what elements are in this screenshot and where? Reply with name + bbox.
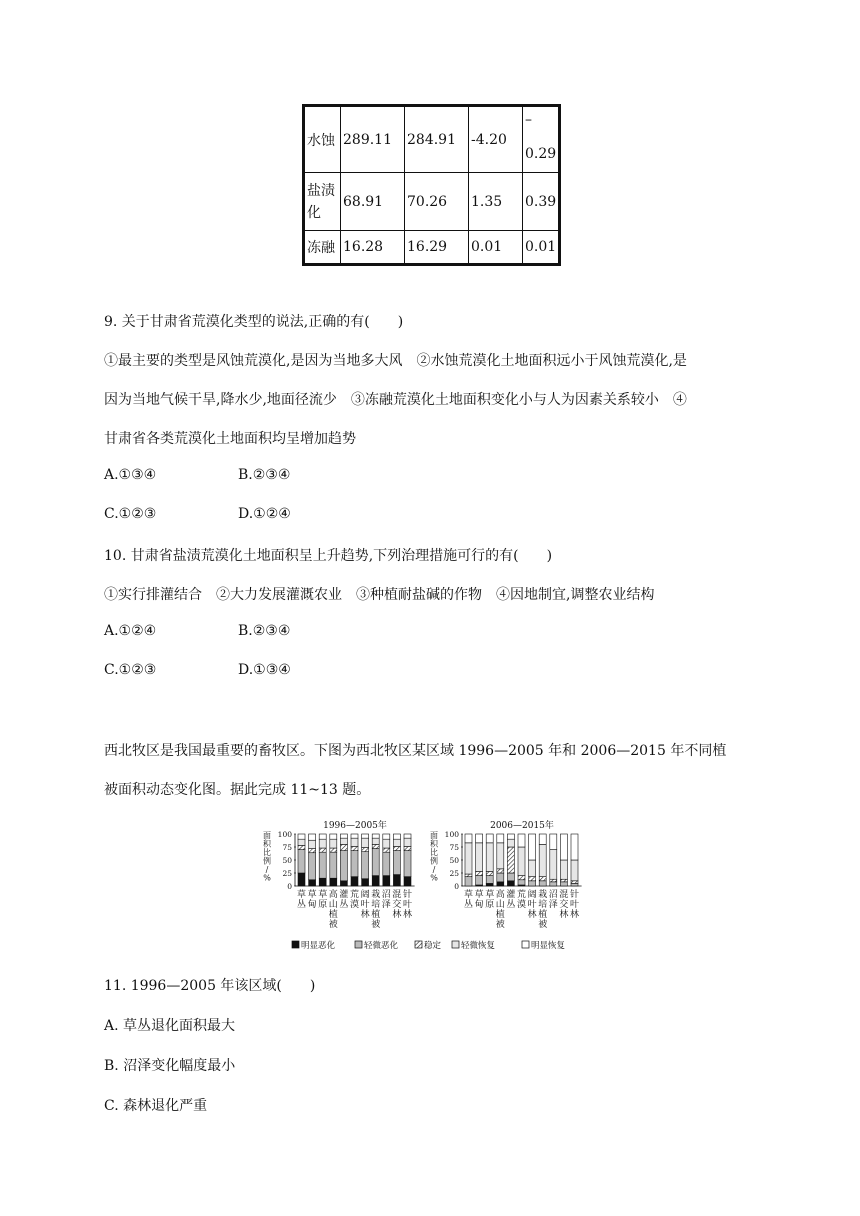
x-tick-label-char: 泽 [381, 900, 391, 910]
bar-segment [309, 880, 316, 886]
x-tick-label-char: 山 [328, 900, 338, 910]
y-axis-label-char: 积 [430, 839, 438, 849]
y-axis-label-char: / [432, 865, 436, 874]
bar-segment [393, 839, 400, 846]
bar-segment [372, 838, 379, 844]
table-cell-type: 冻融 [304, 231, 341, 265]
bar-segment [476, 871, 483, 875]
x-tick-label-char: 被 [371, 920, 381, 930]
bar-segment [529, 877, 536, 881]
bar-segment [404, 834, 411, 838]
bar-segment [319, 839, 326, 848]
question-9-body-line: 甘肃省各类荒漠化土地面积均呈增加趋势 [104, 431, 356, 447]
table-cell: 289.11 [341, 106, 405, 173]
bar-segment [497, 834, 504, 843]
bar-segment [497, 843, 504, 869]
x-tick-label-char: 草 [474, 890, 484, 900]
bar-segment [486, 871, 493, 875]
bar-segment [571, 881, 578, 884]
table-cell: 284.91 [405, 106, 469, 173]
vegetation-change-figure [262, 814, 598, 954]
intro-line: 西北牧区是我国最重要的畜牧区。下图为西北牧区某区域 1996—2005 年和 2006—2015 年不同植 [104, 743, 727, 759]
table-cell-line: – [525, 112, 532, 128]
question-9-body-line: ①最主要的类型是风蚀荒漠化,是因为当地多大风 ②水蚀荒漠化土地面积远小于风蚀荒漠化,是 [104, 353, 687, 369]
x-tick-label-char: 混 [392, 890, 402, 900]
bar-segment [486, 834, 493, 843]
bar-segment [319, 834, 326, 839]
legend-swatch [355, 941, 362, 948]
x-tick-label-char: 草 [318, 890, 328, 900]
bar-segment [518, 847, 525, 876]
x-tick-label-char: 栽 [538, 890, 548, 900]
bar-segment [330, 852, 337, 878]
question-10-option-b: B.②③④ [238, 623, 291, 639]
legend-swatch [522, 941, 529, 948]
bar-segment [319, 848, 326, 852]
bar-segment [550, 834, 557, 850]
bar-segment [518, 880, 525, 885]
bar-segment [560, 834, 567, 860]
table-cell: 16.28 [341, 231, 405, 265]
bar-segment [560, 882, 567, 886]
table-cell: 16.29 [405, 231, 469, 265]
table-cell: 1.35 [469, 173, 523, 231]
x-tick-label-char: 栽 [371, 890, 381, 900]
x-tick-label-char: 被 [538, 920, 548, 930]
x-tick-label-char: 灌 [339, 890, 349, 900]
x-tick-label-char: 丛 [296, 900, 307, 910]
y-axis-label-char: % [430, 873, 438, 883]
bar-segment [571, 883, 578, 886]
bar-segment [497, 873, 504, 882]
x-tick-label-char: 培 [371, 900, 381, 910]
bar-segment [404, 846, 411, 850]
bar-segment [404, 838, 411, 846]
bar-segment [486, 876, 493, 884]
y-axis-label-char: 面 [263, 831, 271, 840]
legend-swatch [292, 941, 299, 948]
question-11-option-b: B. 沼泽变化幅度最小 [104, 1058, 236, 1074]
table-cell: 0.01 [469, 231, 523, 265]
question-9-option-a: A.①③④ [104, 467, 157, 483]
x-tick-label-char: 灌 [506, 890, 516, 900]
bar-segment [465, 877, 472, 886]
x-tick-label-char: 漠 [349, 900, 360, 910]
y-axis-label-char: 例 [263, 856, 271, 866]
bar-segment [383, 876, 390, 886]
x-tick-label-char: 林 [527, 910, 537, 920]
x-tick-label-char: 叶 [527, 900, 537, 910]
legend-swatch [415, 941, 422, 948]
x-tick-label-char: 林 [559, 910, 569, 920]
vegetation-change-chart [262, 814, 598, 954]
bar-segment [465, 843, 472, 874]
table-cell-line: 0.29 [525, 146, 557, 162]
x-tick-label-char: 荒 [516, 890, 527, 900]
bar-segment [539, 844, 546, 876]
x-tick-label-char: 高 [328, 890, 338, 900]
bar-segment [298, 850, 305, 873]
x-tick-label-char: 培 [538, 900, 548, 910]
y-tick-label: 75 [282, 843, 292, 852]
bar-segment [319, 852, 326, 878]
y-axis-label-char: % [263, 873, 271, 883]
question-10-stem: 10. 甘肃省盐渍荒漠化土地面积呈上升趋势,下列治理措施可行的有( ) [104, 548, 553, 564]
bar-segment [372, 849, 379, 876]
bar-segment [340, 834, 347, 838]
y-tick-label: 0 [454, 882, 459, 891]
bar-segment [529, 860, 536, 877]
x-tick-label-char: 草 [307, 890, 317, 900]
y-tick-label: 0 [287, 882, 292, 891]
bar-segment [550, 879, 557, 882]
y-axis-label-char: / [265, 865, 269, 874]
y-tick-label: 25 [449, 869, 459, 878]
x-tick-label-char: 泽 [548, 900, 558, 910]
bar-segment [539, 881, 546, 886]
bar-segment [465, 874, 472, 877]
x-tick-label-char: 原 [318, 900, 328, 910]
bar-segment [560, 879, 567, 882]
question-10-option-a: A.①②④ [104, 623, 157, 639]
x-tick-label-char: 林 [402, 910, 413, 920]
bar-segment [476, 834, 483, 843]
bar-segment [298, 873, 305, 886]
bar-segment [497, 869, 504, 873]
question-11-stem: 11. 1996—2005 年该区域( ) [104, 978, 316, 994]
bar-segment [560, 860, 567, 879]
x-tick-label-char: 草 [296, 890, 307, 900]
bar-segment [507, 834, 514, 839]
x-tick-label-char: 丛 [463, 900, 474, 910]
bar-segment [309, 840, 316, 848]
x-tick-label-char: 原 [485, 900, 495, 910]
y-tick-label: 100 [277, 830, 292, 839]
x-tick-label-char: 针 [569, 890, 580, 900]
bar-segment [383, 839, 390, 848]
bar-segment [362, 848, 369, 852]
legend-label: 明显恢复 [531, 941, 566, 951]
bar-segment [393, 851, 400, 875]
bar-segment [351, 834, 358, 838]
bar-segment [383, 848, 390, 852]
bar-segment [298, 834, 305, 839]
x-tick-label-char: 叶 [360, 900, 370, 910]
x-tick-label-char: 林 [569, 910, 580, 920]
table-cell [523, 106, 560, 173]
question-9-stem: 9. 关于甘肃省荒漠化类型的说法,正确的有( ) [104, 314, 404, 330]
table-cell-type: 水蚀 [304, 106, 341, 173]
y-axis-label-char: 例 [430, 856, 438, 866]
x-tick-label-char: 林 [392, 910, 402, 920]
y-axis-label-char: 积 [263, 839, 271, 849]
bar-segment [404, 877, 411, 886]
table-cell: 0.01 [523, 231, 560, 265]
bar-segment [507, 847, 514, 873]
bar-segment [330, 878, 337, 886]
question-10-option-d: D.①③④ [238, 662, 291, 678]
bar-segment [465, 834, 472, 843]
bar-segment [340, 844, 347, 850]
bar-segment [518, 834, 525, 847]
bar-segment [340, 838, 347, 844]
x-tick-label-char: 丛 [506, 900, 516, 910]
bar-segment [309, 834, 316, 840]
x-tick-label-char: 甸 [307, 900, 317, 910]
x-tick-label-char: 植 [328, 910, 338, 920]
y-axis-label-char: 比 [263, 848, 271, 857]
bar-segment [539, 877, 546, 881]
bar-segment [330, 839, 337, 848]
bar-segment [393, 846, 400, 850]
bar-segment [351, 846, 358, 850]
bar-segment [330, 848, 337, 852]
bar-segment [539, 834, 546, 844]
x-tick-label-char: 交 [392, 900, 402, 910]
y-axis-label-char: 比 [430, 848, 438, 857]
question-11-option-a: A. 草丛退化面积最大 [104, 1018, 236, 1034]
bar-segment [550, 882, 557, 886]
bar-segment [309, 853, 316, 880]
bar-segment [362, 852, 369, 879]
legend-label: 明显恶化 [301, 941, 336, 951]
question-9-option-c: C.①②③ [104, 506, 157, 522]
y-tick-label: 50 [282, 856, 292, 865]
bar-segment [383, 834, 390, 839]
bar-segment [529, 881, 536, 886]
bar-segment [298, 839, 305, 845]
table-cell: 0.39 [523, 173, 560, 231]
table-cell: 68.91 [341, 173, 405, 231]
bar-segment [340, 881, 347, 886]
x-tick-label-char: 植 [495, 910, 505, 920]
bar-segment [351, 838, 358, 846]
bar-segment [383, 852, 390, 875]
x-tick-label-char: 针 [402, 890, 413, 900]
y-tick-label: 75 [449, 843, 459, 852]
bar-segment [298, 845, 305, 849]
x-tick-label-char: 甸 [474, 900, 484, 910]
bar-segment [393, 834, 400, 839]
table-cell: 70.26 [405, 173, 469, 231]
bar-segment [550, 850, 557, 880]
question-9-body-line: 因为当地气候干旱,降水少,地面径流少 ③冻融荒漠化土地面积变化小与人为因素关系较小 ④ [104, 392, 687, 408]
legend-label: 轻微恶化 [364, 941, 399, 951]
question-10-option-c: C.①②③ [104, 662, 157, 678]
bar-segment [497, 882, 504, 886]
x-tick-label-char: 沼 [548, 890, 558, 900]
question-9-option-d: D.①②④ [238, 506, 291, 522]
bar-segment [309, 849, 316, 853]
bar-segment [362, 838, 369, 847]
x-tick-label-char: 阔 [527, 890, 537, 900]
table-cell: -4.20 [469, 106, 523, 173]
x-tick-label-char: 林 [360, 910, 370, 920]
x-tick-label-char: 叶 [402, 900, 413, 910]
x-tick-label-char: 漠 [516, 900, 527, 910]
bar-segment [486, 843, 493, 872]
y-tick-label: 50 [449, 856, 459, 865]
question-10-body: ①实行排灌结合 ②大力发展灌溉农业 ③种植耐盐碱的作物 ④因地制宜,调整农业结构 [104, 587, 655, 603]
bar-segment [476, 876, 483, 885]
chart-title: 1996—2005年 [323, 821, 387, 831]
bar-segment [571, 860, 578, 881]
bar-segment [372, 876, 379, 886]
x-tick-label-char: 被 [328, 920, 338, 930]
question-11-option-c: C. 森林退化严重 [104, 1098, 208, 1114]
bar-segment [476, 843, 483, 872]
x-tick-label-char: 被 [495, 920, 505, 930]
bar-segment [486, 883, 493, 886]
bar-segment [529, 834, 536, 860]
x-tick-label-char: 混 [559, 890, 569, 900]
x-tick-label-char: 植 [371, 910, 381, 920]
bar-segment [518, 876, 525, 880]
y-axis-label-char: 面 [430, 831, 438, 840]
table-row [304, 106, 560, 173]
bar-segment [362, 834, 369, 838]
legend-label: 轻微恢复 [461, 941, 496, 951]
y-tick-label: 25 [282, 869, 292, 878]
bar-segment [330, 834, 337, 839]
table-cell-line: 盐渍 [307, 182, 335, 199]
bar-segment [319, 878, 326, 886]
bar-segment [372, 834, 379, 838]
table-row [304, 231, 560, 265]
table-cell-line: 化 [307, 204, 321, 221]
bar-segment [507, 881, 514, 886]
bar-segment [507, 873, 514, 881]
bar-segment [362, 879, 369, 886]
bar-segment [571, 834, 578, 860]
x-tick-label-char: 高 [495, 890, 505, 900]
x-tick-label-char: 草 [485, 890, 495, 900]
x-tick-label-char: 丛 [339, 900, 349, 910]
bar-segment [507, 839, 514, 847]
question-9-option-b: B.②③④ [238, 467, 291, 483]
x-tick-label-char: 阔 [360, 890, 370, 900]
table-row [304, 173, 560, 231]
x-tick-label-char: 叶 [569, 900, 580, 910]
x-tick-label-char: 植 [538, 910, 548, 920]
x-tick-label-char: 沼 [381, 890, 391, 900]
intro-line: 被面积动态变化图。据此完成 11~13 题。 [104, 782, 371, 798]
y-tick-label: 100 [444, 830, 459, 839]
bar-segment [404, 851, 411, 877]
x-tick-label-char: 荒 [349, 890, 360, 900]
chart-title: 2006—2015年 [490, 821, 554, 831]
x-tick-label-char: 山 [495, 900, 505, 910]
table-cell-type [304, 173, 341, 231]
bar-segment [340, 851, 347, 881]
bar-segment [393, 875, 400, 886]
bar-segment [351, 877, 358, 886]
bar-segment [372, 844, 379, 848]
x-tick-label-char: 草 [463, 890, 474, 900]
x-tick-label-char: 交 [559, 900, 569, 910]
bar-segment [351, 851, 358, 877]
desertification-table [302, 104, 561, 266]
legend-swatch [452, 941, 459, 948]
legend-label: 稳定 [424, 941, 442, 951]
